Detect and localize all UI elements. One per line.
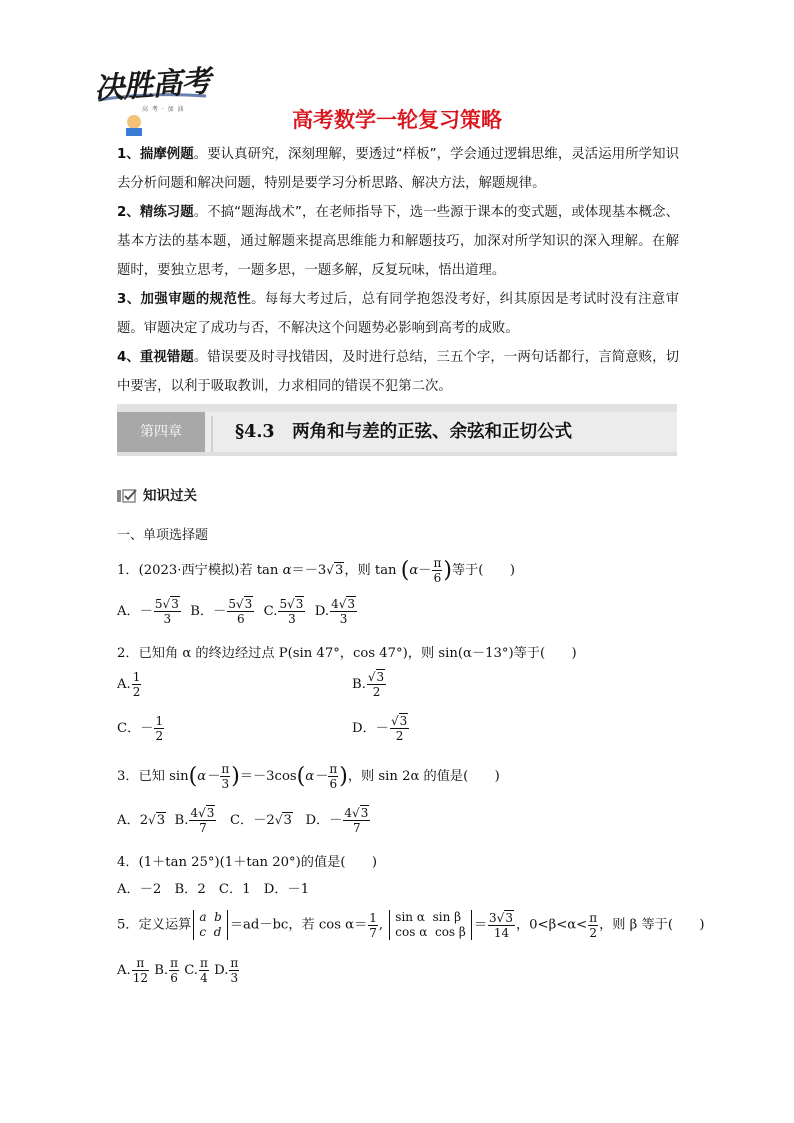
question-5-options: A. $\frac{\pi}{12}$ B. $\frac{\pi}{6}$ C. $\frac{\pi}{4}$ D. $\frac{\pi}{3}$ xyxy=(117,956,239,985)
strategy-item xyxy=(117,198,679,285)
question-4: 4．(1＋tan 25°)(1＋tan 20°)的值是( ) xyxy=(117,855,377,870)
question-3-options: A．2√3 B. $\frac{4√3}{7}$ C．－2√3 D．－ $\frac{4√3}{7}$ xyxy=(117,806,369,835)
question-2-option-c: C．－ $\frac{1}{2}$ xyxy=(117,714,164,743)
banner-divider xyxy=(211,416,213,452)
question-2-option-d: D．－ $\frac{√3}{2}$ xyxy=(352,714,408,743)
banner-bottom-strip xyxy=(117,452,677,456)
knowledge-header xyxy=(117,486,197,506)
question-2-option-a: A. $\frac{1}{2}$ xyxy=(117,670,141,699)
section-subheading: 一、单项选择题 xyxy=(117,528,209,543)
strategy-body: 。不搞“题海战术”，在老师指导下，选一些源于课本的变式题，或体现基本概念、基本方法的基本题，通过解题来提高思维能力和解题技巧，加深对所学知识的深入理解。在解题时，要独立思考，一题多思，一题多解，反复玩味，悟出道理。 xyxy=(117,205,679,278)
checklist-icon xyxy=(117,489,137,503)
question-1-options: A．－ $\frac{5√3}{3}$ B．－ $\frac{5√3}{6}$ C. $\frac{5√3}{3}$ D. $\frac{4√3}{3}$ xyxy=(117,597,356,626)
strategy-heading: 4、重视错题 xyxy=(117,350,194,365)
logo-text: 决胜高考 xyxy=(93,63,212,107)
strategy-body: 。要认真研究，深刻理解，要透过“样板”，学会通过逻辑思维，灵活运用所学知识去分析问题和解决问题，特别是要学习分析思路、解决方法，解题规律。 xyxy=(117,147,679,191)
strategy-list xyxy=(117,140,679,401)
question-1: 1．(2023·西宁模拟)若 tan α＝－3√3，则 tan (α－ $\frac{\pi}{6}$ )等于( ) xyxy=(117,556,515,585)
banner-top-strip xyxy=(117,404,677,412)
question-4-options: A．－2 B．2 C．1 D．－1 xyxy=(117,882,310,897)
logo-subtext: 高 考 · 加 油 xyxy=(142,106,185,113)
strategy-item xyxy=(117,140,679,198)
section-banner xyxy=(117,404,677,456)
page-title: 高考数学一轮复习策略 xyxy=(292,108,502,132)
knowledge-label: 知识过关 xyxy=(143,488,197,504)
question-3: 3．已知 sin(α－ $\frac{\pi}{3}$ )＝－3cos(α－ $\frac{\pi}{6}$ )，则 sin 2α 的值是( ) xyxy=(117,762,500,791)
chapter-label: 第四章 xyxy=(117,412,205,452)
strategy-heading: 3、加强审题的规范性 xyxy=(117,292,252,307)
strategy-body: 。错误要及时寻找错因，及时进行总结，三五个字，一两句话都行，言简意赅，切中要害，以利于吸取教训，力求相同的错误不犯第二次。 xyxy=(117,350,679,394)
section-title: §4.3 两角和与差的正弦、余弦和正切公式 xyxy=(235,422,573,442)
question-5: 5．定义运算 a b c d ＝ad－bc，若 cos α＝ $\frac{1}{7}$ , sin α sin β cos α cos β ＝ $\frac{3√3}{14}$ ，0<β<α< $\frac{\pi}{2}$ ，则 β 等于( ) xyxy=(117,910,705,940)
strategy-item xyxy=(117,343,679,401)
question-2-option-b: B. $\frac{√3}{2}$ xyxy=(352,670,385,699)
strategy-body: 。每每大考过后，总有同学抱怨没考好，纠其原因是考试时没有注意审题。审题决定了成功与否，不解决这个问题势必影响到高考的成败。 xyxy=(117,292,680,336)
question-2: 2．已知角 α 的终边经过点 P(sin 47°，cos 47°)，则 sin(α－13°)等于( ) xyxy=(117,646,577,661)
strategy-item xyxy=(117,285,679,343)
strategy-heading: 1、揣摩例题 xyxy=(117,147,194,162)
strategy-heading: 2、精练习题 xyxy=(117,205,194,220)
